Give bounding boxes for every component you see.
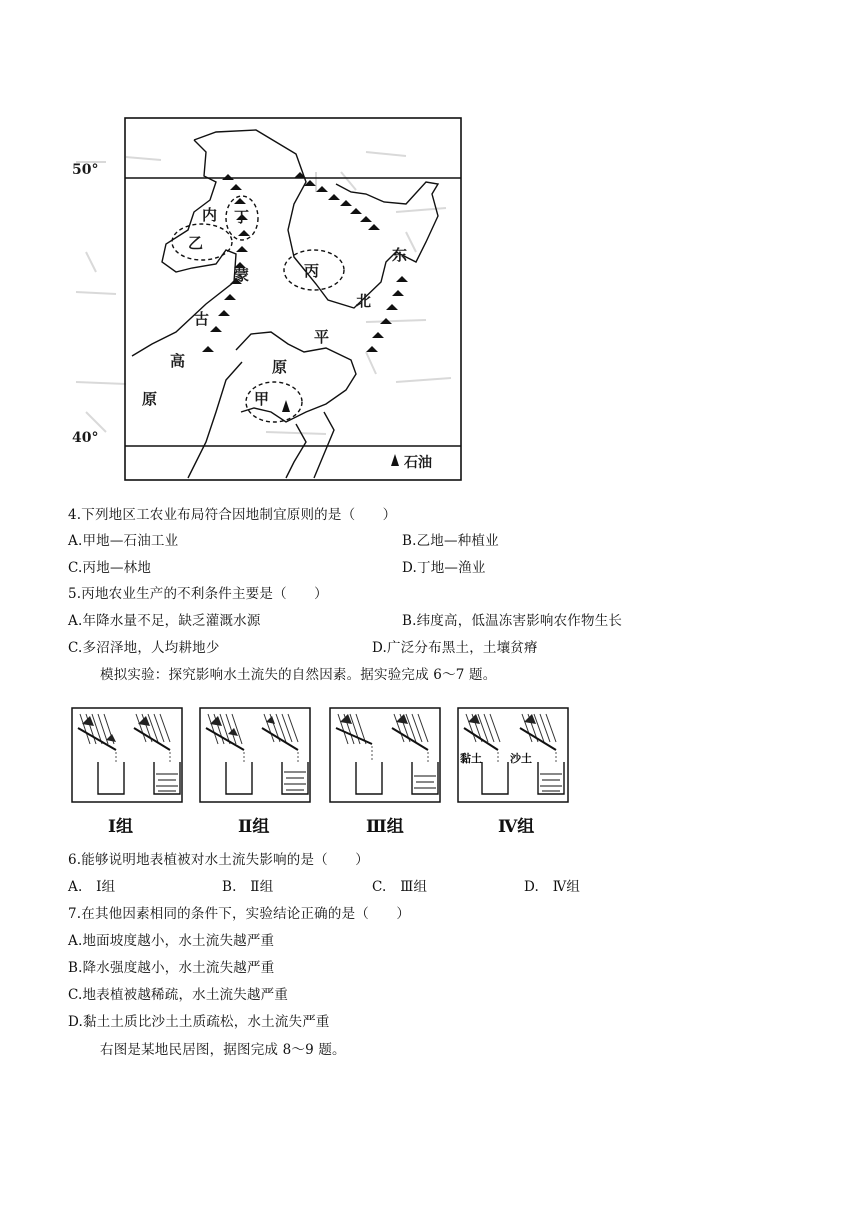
q7-option-b: B.降水强度越小，水土流失越严重 xyxy=(68,960,275,976)
label-bei: 北 xyxy=(356,292,372,310)
label-gao: 高 xyxy=(170,352,186,370)
label-jia: 甲 xyxy=(254,390,270,408)
q4-option-b: B.乙地—种植业 xyxy=(402,533,499,549)
q7-option-a: A.地面坡度越小，水土流失越严重 xyxy=(68,933,275,949)
group-2-label: Ⅱ组 xyxy=(238,817,270,837)
label-ding: 丁 xyxy=(234,208,250,226)
label-meng: 蒙 xyxy=(234,266,250,284)
northeast-china-map xyxy=(66,112,462,484)
q6-option-b: B. Ⅱ组 xyxy=(222,879,274,895)
q5-option-d: D.广泛分布黑土，土壤贫瘠 xyxy=(372,640,538,656)
q7-option-d: D.黏土土质比沙土土质疏松，水土流失严重 xyxy=(68,1014,330,1030)
legend-oil-label: 石油 xyxy=(404,455,432,471)
label-yuan-high: 原 xyxy=(142,390,158,408)
group-4-label: Ⅳ组 xyxy=(498,817,535,837)
label-ping: 平 xyxy=(314,328,330,346)
group-3-label: Ⅲ组 xyxy=(366,817,404,837)
q5-option-c: C.多沼泽地，人均耕地少 xyxy=(68,640,220,656)
experiment-drawing xyxy=(66,704,578,808)
label-yi: 乙 xyxy=(188,234,204,252)
q4-stem: 4.下列地区工农业布局符合因地制宜原则的是（ ） xyxy=(68,507,397,523)
q4-option-d: D.丁地—渔业 xyxy=(402,560,486,576)
soil-sand-label: 沙土 xyxy=(510,752,532,765)
q4-option-a: A.甲地—石油工业 xyxy=(68,533,179,549)
label-dong: 东 xyxy=(392,246,408,264)
intro-6-7: 模拟实验：探究影响水土流失的自然因素。据实验完成 6～7 题。 xyxy=(100,667,497,683)
q7-stem: 7.在其他因素相同的条件下，实验结论正确的是（ ） xyxy=(68,906,411,922)
q6-stem: 6.能够说明地表植被对水土流失影响的是（ ） xyxy=(68,852,369,868)
q6-option-c: C. Ⅲ组 xyxy=(372,879,428,895)
label-nei: 内 xyxy=(202,206,218,224)
group-1-label: Ⅰ组 xyxy=(108,817,133,837)
q5-option-a: A.年降水量不足，缺乏灌溉水源 xyxy=(68,613,261,629)
intro-8-9: 右图是某地民居图，据图完成 8～9 题。 xyxy=(100,1042,346,1058)
label-gu: 古 xyxy=(194,310,210,328)
lat-50-label: 50° xyxy=(72,162,99,178)
q5-stem: 5.丙地农业生产的不利条件主要是（ ） xyxy=(68,586,328,602)
label-yuan-plain: 原 xyxy=(272,358,288,376)
soil-clay-label: 黏土 xyxy=(460,752,482,765)
map-drawing xyxy=(66,112,462,484)
q6-option-a: A. Ⅰ组 xyxy=(68,879,116,895)
q5-option-b: B.纬度高，低温冻害影响农作物生长 xyxy=(402,613,623,629)
experiment-figure xyxy=(66,704,578,844)
lat-40-label: 40° xyxy=(72,430,99,446)
label-bing: 丙 xyxy=(304,262,320,280)
q7-option-c: C.地表植被越稀疏，水土流失越严重 xyxy=(68,987,289,1003)
q4-option-c: C.丙地—林地 xyxy=(68,560,152,576)
q6-option-d: D. Ⅳ组 xyxy=(524,879,581,895)
